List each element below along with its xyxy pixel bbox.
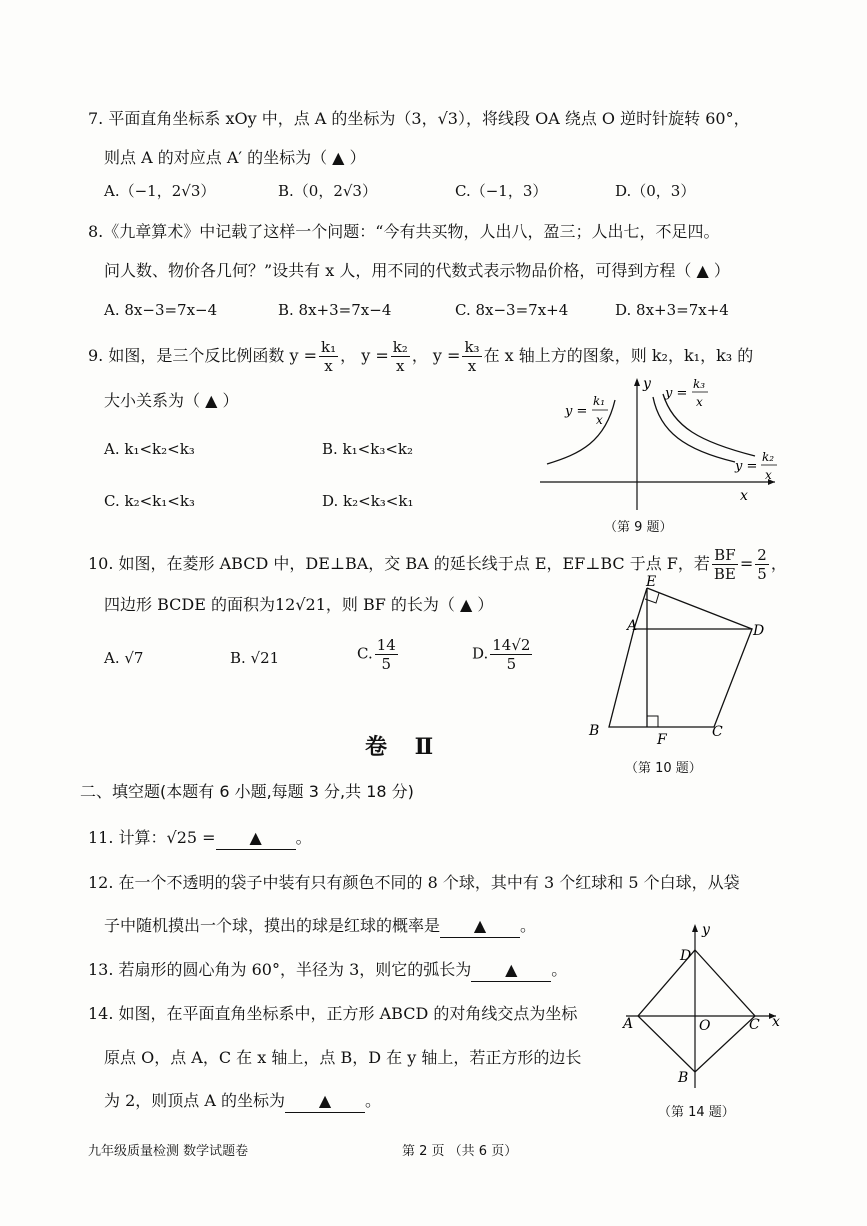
q9-graph-label1-den: x xyxy=(596,413,603,427)
q7-line1: 7. 平面直角坐标系 xOy 中，点 A 的坐标为（3，√3），将线段 OA 绕点 O 逆时针旋转 60°， xyxy=(88,109,750,128)
q14-label-c: C xyxy=(749,1017,760,1033)
q9-graph-label2-den: x xyxy=(696,395,703,409)
q9-curve-k2 xyxy=(653,397,735,462)
q14-caption: （第 14 题） xyxy=(658,1105,735,1120)
q9-prefix: 9. 如图，是三个反比例函数 xyxy=(88,346,285,365)
q10-caption: （第 10 题） xyxy=(625,761,702,776)
q10-label-d: D xyxy=(753,623,765,639)
q10-ratio: $\frac{BF}{BE}$ xyxy=(713,546,736,583)
q9-y3: y = xyxy=(432,346,461,365)
q7-option-c: C.（−1，3） xyxy=(455,182,548,200)
q9-graph xyxy=(535,372,785,512)
q10-right-angle-f xyxy=(647,716,658,727)
q14-line2: 原点 O，点 A，C 在 x 轴上，点 B，D 在 y 轴上，若正方形的边长 xyxy=(104,1048,582,1067)
q13-blank: ▲ xyxy=(471,959,551,982)
q8-option-b: B. 8x+3=7x−4 xyxy=(278,301,392,319)
q10-figure xyxy=(582,572,782,752)
q14-line3: 为 2，则顶点 A 的坐标为 ▲ 。 xyxy=(104,1090,381,1113)
q10-ratio-value: $\frac{2}{5}$ xyxy=(757,546,767,583)
q7-option-a: A.（−1，2√3） xyxy=(104,182,216,200)
q9-y1: y = xyxy=(289,346,317,365)
q9-frac-3: $\frac{\text{k₃}}{x}$ xyxy=(464,338,480,375)
q9-graph-x-label: x xyxy=(740,488,748,504)
q9-option-c: C. k₂<k₁<k₃ xyxy=(104,492,195,510)
q8-option-d: D. 8x+3=7x+4 xyxy=(615,301,729,319)
q9-graph-label1-num: k₁ xyxy=(593,394,606,408)
q13: 13. 若扇形的圆心角为 60°，半径为 3，则它的弧长为 ▲ 。 xyxy=(88,959,567,982)
q10-seg-de xyxy=(647,588,752,629)
q9-y2: y = xyxy=(361,346,389,365)
q9-option-a: A. k₁<k₂<k₃ xyxy=(104,440,195,458)
q10-label-b: B xyxy=(589,723,600,739)
q9-line1: 9. 如图，是三个反比例函数 y = $\frac{\text{k₁}}{x}$ ， y = $\frac{\text{k₂}}{x}$ ， y = $\frac{\text{k₃}}{x}$ 在 x 轴上方的图象，则 k₂，k₁，k₃ 的 xyxy=(88,338,754,375)
q14-square xyxy=(638,950,755,1072)
q14-label-a: A xyxy=(623,1016,634,1032)
q9-graph-label2-y: y = xyxy=(665,386,688,401)
q7-option-d: D.（0，3） xyxy=(615,182,696,200)
q9-frac-2: $\frac{\text{k₂}}{x}$ xyxy=(392,338,408,375)
q10-option-a: A. √7 xyxy=(104,649,144,667)
q10-label-e: E xyxy=(646,574,657,590)
q9-graph-y-label: y xyxy=(643,376,651,392)
q9-option-b: B. k₁<k₃<k₂ xyxy=(322,440,414,458)
q9-suffix: 在 x 轴上方的图象，则 k₂，k₁，k₃ 的 xyxy=(483,346,754,365)
q14-figure xyxy=(618,918,788,1098)
q14-blank: ▲ xyxy=(285,1090,365,1113)
q10-line1-text: 10. 如图，在菱形 ABCD 中，DE⊥BA，交 BA 的延长线于点 E，EF⊥BC 于点 F，若 xyxy=(88,554,710,573)
q10-label-c: C xyxy=(712,724,723,740)
q9-caption: （第 9 题） xyxy=(604,520,673,535)
footer-title: 九年级质量检测 数学试题卷 xyxy=(88,1144,249,1159)
footer-page: 第 2 页 （共 6 页） xyxy=(402,1144,518,1159)
q7-option-b: B.（0，2√3） xyxy=(278,182,377,200)
q9-graph-label3-num: k₂ xyxy=(762,450,775,464)
q10-option-c: C. $\frac{14}{5}$ xyxy=(357,636,396,673)
section-title: 卷 Ⅱ xyxy=(365,734,444,760)
q7-line2: 则点 A 的对应点 A′ 的坐标为（ ▲ ） xyxy=(104,148,366,167)
q8-line2: 问人数、物价各几何？”设共有 x 人，用不同的代数式表示物品价格，可得到方程（ ▲ ） xyxy=(104,261,730,280)
q10-comma: ， xyxy=(770,554,787,573)
q14-y-arrow xyxy=(692,924,698,932)
q10-option-b: B. √21 xyxy=(230,649,280,667)
q9-curve-k3 xyxy=(663,394,755,456)
q10-rhombus xyxy=(609,629,752,727)
q14-label-b: B xyxy=(678,1070,689,1086)
q12-line2: 子中随机摸出一个球，摸出的球是红球的概率是 ▲ 。 xyxy=(104,915,536,938)
q10-label-a: A xyxy=(627,618,638,634)
q9-frac-1: $\frac{\text{k₁}}{x}$ xyxy=(320,338,337,375)
section-header: 二、填空题(本题有 6 小题,每题 3 分,共 18 分) xyxy=(80,782,414,801)
q11-blank: ▲ xyxy=(216,827,296,850)
q14-line1: 14. 如图，在平面直角坐标系中，正方形 ABCD 的对角线交点为坐标 xyxy=(88,1004,578,1023)
q10-eq: = xyxy=(739,554,754,573)
q14-label-y: y xyxy=(702,922,710,938)
q10-line2: 四边形 BCDE 的面积为12√21，则 BF 的长为（ ▲ ） xyxy=(104,595,494,614)
q14-label-o: O xyxy=(699,1018,711,1034)
q8-option-c: C. 8x−3=7x+4 xyxy=(455,301,569,319)
q10-option-d: D. $\frac{14√2}{5}$ xyxy=(472,636,531,673)
q11: 11. 计算：√25 = ▲ 。 xyxy=(88,827,312,850)
q9-graph-label2-num: k₃ xyxy=(693,377,706,391)
q12-blank: ▲ xyxy=(440,915,520,938)
q12-line1: 12. 在一个不透明的袋子中装有只有颜色不同的 8 个球，其中有 3 个红球和 5 个白球，从袋 xyxy=(88,873,740,892)
q9-y-arrow xyxy=(634,378,640,386)
q14-label-x: x xyxy=(772,1014,780,1030)
q8-line1: 8.《九章算术》中记载了这样一个问题：“今有共买物，人出八，盈三；人出七，不足四。 xyxy=(88,222,720,241)
q14-label-d: D xyxy=(680,948,692,964)
q9-graph-label1-y: y = xyxy=(565,404,588,419)
q10-label-f: F xyxy=(657,732,667,748)
q8-option-a: A. 8x−3=7x−4 xyxy=(104,301,218,319)
q9-graph-label3-y: y = xyxy=(735,459,758,474)
q9-graph-label3-den: x xyxy=(765,468,772,482)
q9-line2: 大小关系为（ ▲ ） xyxy=(104,391,239,410)
q9-option-d: D. k₂<k₃<k₁ xyxy=(322,492,414,510)
